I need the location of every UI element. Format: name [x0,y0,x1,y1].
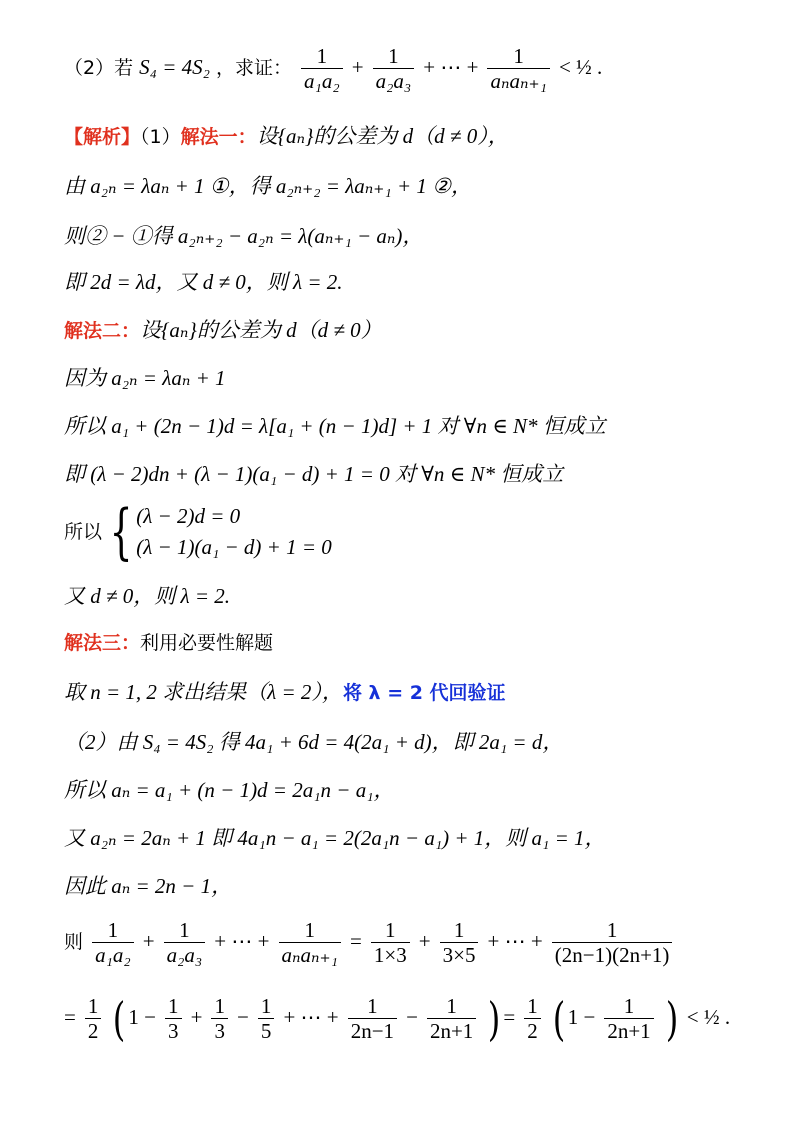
text: （2）若 [64,57,134,80]
method-2: 解法二： [64,320,141,342]
tail: < ½ . [558,55,603,80]
analysis-tag: 【解析】 [64,126,141,148]
fraction [373,44,415,93]
fraction [165,994,182,1043]
fraction [524,994,541,1043]
text: 所以 [64,520,103,543]
den: 1×3 [371,942,410,967]
fraction [258,994,275,1043]
den: a₁a₂ [92,942,134,967]
den: a₂a₃ [164,942,206,967]
left-brace: { [109,497,133,567]
text: 设{aₙ}的公差为 d（d ≠ 0）， [256,124,509,148]
line-12 [64,634,273,653]
den: 2 [524,1018,541,1043]
num: 1 [453,918,465,942]
line-19: = $\frac{1}{2}$ ( 1 − $\frac{1}{3}$ + $\frac{1}{3}$ − $\frac{1}{5}$ + ⋯ + $\frac{1}{2n-1}$ − $\frac{1}{2n+1}$ ) = $\frac{1}{2}$ ( 1 − $\frac{1}{2n+1}$ ) < ½ . [64,991,731,1046]
line-4: 则② − ①得 a₂ₙ₊₂ − a₂ₙ = λ(aₙ₊₁ − aₙ)， [64,224,424,248]
den: aₙaₙ₊₁ [279,942,341,967]
den: 2n+1 [604,1018,653,1043]
fraction [440,918,479,967]
num: 1 [446,994,457,1018]
fraction [211,994,228,1043]
line-2 [64,126,509,147]
den: 3 [211,1018,228,1043]
sys [136,506,332,558]
fraction [604,994,653,1043]
line-7: 因为 a₂ₙ = λaₙ + 1 [64,366,226,390]
line-1: （2）若 S₄ = 4S₂ ，求证： $\frac{1}{\text{a₁a₂}}$ + $\frac{1}{\text{a₂a₃}}$ + ⋯ + $\frac{1}{\text{aₙaₙ₊₁}}$ < ½ . [64,44,603,94]
fraction [487,44,549,93]
text: 设{aₙ}的公差为 d（d ≠ 0） [140,318,382,342]
num: 1 [388,44,399,68]
num: 1 [168,994,179,1018]
num: 1 [304,918,315,942]
line-5: 即 2d = λd，又 d ≠ 0，则 λ = 2. [64,270,343,294]
text: 则 [64,931,84,954]
text: 利用必要性解题 [140,632,274,654]
part: （1） [140,126,181,148]
line-13 [64,682,506,703]
tail: < ½ . [686,1005,731,1030]
den: 3 [165,1018,182,1043]
num: 1 [385,918,396,942]
num: 1 [316,44,328,68]
den: 2n−1 [348,1018,397,1043]
num: 1 [527,994,538,1018]
den: a₁a₂ [301,68,343,93]
line-16: 又 a₂ₙ = 2aₙ + 1 即 4a₁n − a₁ = 2(2a₁n − a₁) + 1，则 a₁ = 1， [64,826,606,850]
num: 1 [367,994,378,1018]
num: 1 [179,918,190,942]
fraction [92,918,134,967]
line-17: 因此 aₙ = 2n − 1， [64,874,233,898]
den: 2 [85,1018,102,1043]
den: aₙaₙ₊₁ [487,68,549,93]
highlight: 将 λ = 2 代回验证 [342,682,506,704]
equation-2: (λ − 1)(a₁ − d) + 1 = 0 [136,535,332,559]
line-15: 所以 aₙ = a₁ + (n − 1)d = 2a₁n − a₁， [64,778,395,802]
line-14: （2）由 S₄ = 4S₂ 得 4a₁ + 6d = 4(2a₁ + d)，即 2a₁ = d， [64,730,564,754]
fraction [279,918,341,967]
num: 1 [214,994,225,1018]
fraction [164,918,206,967]
condition: S₄ = 4S₂ [139,55,210,80]
line-8: 所以 a₁ + (2n − 1)d = λ[a₁ + (n − 1)d] + 1 对 ∀n ∈ N* 恒成立 [64,414,606,438]
num: 1 [513,44,524,68]
num: 1 [260,994,272,1018]
num: 1 [606,918,618,942]
line-9: 即 (λ − 2)dn + (λ − 1)(a₁ − d) + 1 = 0 对 ∀n ∈ N* 恒成立 [64,462,564,486]
fraction [85,994,102,1043]
num: 1 [623,994,635,1018]
line-10 [64,497,332,567]
fraction [552,918,673,967]
num: 1 [107,918,119,942]
fraction [301,44,343,93]
num: 1 [87,994,99,1018]
equation-1: (λ − 2)d = 0 [136,504,241,528]
method-3: 解法三： [64,632,141,654]
line-11: 又 d ≠ 0，则 λ = 2. [64,584,231,608]
den: a₂a₃ [373,68,415,93]
fraction [427,994,476,1043]
line-3: 由 a₂ₙ = λaₙ + 1 ①，得 a₂ₙ₊₂ = λaₙ₊₁ + 1 ②， [64,174,472,198]
fraction [371,918,410,967]
line-6 [64,320,382,341]
den: 2n+1 [427,1018,476,1043]
text: ，求证： [215,57,292,80]
fraction [348,994,397,1043]
text: 取 n = 1, 2 求出结果（λ = 2）， [64,680,343,704]
den: 5 [258,1018,275,1043]
line-18: 则 $\frac{1}{\text{a₁a₂}}$ + $\frac{1}{\text{a₂a₃}}$ + ⋯ + $\frac{1}{\text{aₙaₙ₊₁}}$ = $\frac{1}{1\times 3}$ + $\frac{1}{3\times 5}$ + ⋯ + $\frac{1}{(2n-1)(2n+1)}$ [64,918,675,967]
method-1: 解法一： [180,126,257,148]
den: 3×5 [440,942,479,967]
equation-system [64,497,332,567]
den: (2n−1)(2n+1) [552,942,673,967]
